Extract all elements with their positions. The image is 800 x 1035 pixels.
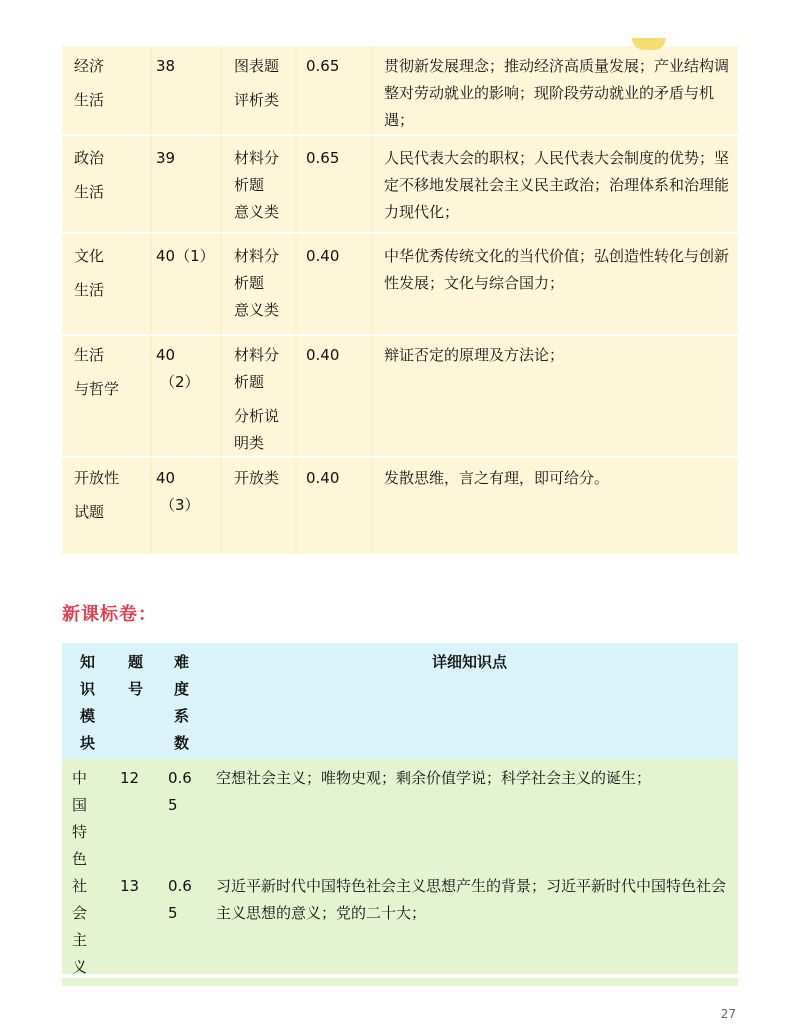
number-cell: 40 （2） — [156, 346, 200, 391]
header-difficulty: 难 度 系 数 — [174, 653, 190, 752]
number-cell: 12 — [120, 769, 140, 787]
table-header — [62, 643, 738, 759]
type-cell: 材料分 析题 意义类 — [234, 149, 280, 221]
module-cell: 经济 生活 — [74, 57, 105, 109]
module-cell: 文化 生活 — [74, 247, 105, 299]
table-footer-strip — [62, 978, 738, 986]
table-row — [62, 234, 738, 334]
page-number: 27 — [720, 1007, 736, 1021]
type-cell: 材料分 析题 意义类 — [234, 247, 280, 319]
number-cell: 39 — [156, 149, 176, 167]
type-cell: 材料分 析题 分析说 明类 — [234, 346, 280, 452]
knowledge-points-cell: 习近平新时代中国特色社会主义思想产生的背景；习近平新时代中国特色社会主义思想的意义；党的二十大； — [216, 877, 727, 922]
module-cell: 政治 生活 — [74, 149, 105, 201]
type-cell: 开放类 — [234, 469, 280, 487]
difficulty-cell: 0.40 — [306, 247, 340, 265]
section-heading: 新课标卷： — [62, 604, 157, 625]
module-cell: 生活 与哲学 — [74, 346, 120, 398]
table-body — [62, 759, 738, 974]
table-row — [62, 46, 738, 134]
knowledge-points-cell: 中华优秀传统文化的当代价值；弘创造性转化与创新性发展；文化与综合国力； — [384, 247, 730, 292]
header-number: 题 号 — [128, 653, 144, 698]
knowledge-points-cell: 人民代表大会的职权；人民代表大会制度的优势；坚定不移地发展社会主义民主政治；治理体系和治理能力现代化； — [384, 149, 730, 221]
table-row — [62, 458, 738, 554]
difficulty-cell: 0.65 — [306, 149, 340, 167]
knowledge-points-cell: 辩证否定的原理及方法论； — [384, 346, 565, 364]
table-row — [62, 336, 738, 456]
number-cell: 40 （3） — [156, 469, 200, 514]
module-cell: 开放性 试题 — [74, 469, 120, 521]
difficulty-cell: 0.6 5 — [168, 769, 192, 814]
difficulty-cell: 0.65 — [306, 57, 340, 75]
knowledge-points-cell: 空想社会主义；唯物史观；剩余价值学说；科学社会主义的诞生； — [216, 769, 652, 787]
number-cell: 13 — [120, 877, 140, 895]
number-cell: 40（1） — [156, 247, 215, 265]
difficulty-cell: 0.40 — [306, 469, 340, 487]
knowledge-points-cell: 发散思维，言之有理，即可给分。 — [384, 469, 610, 487]
difficulty-cell: 0.40 — [306, 346, 340, 364]
type-cell: 图表题 评析类 — [234, 57, 280, 109]
number-cell: 38 — [156, 57, 176, 75]
header-detail: 详细知识点 — [432, 653, 508, 671]
knowledge-table-1 — [62, 46, 738, 554]
table-row — [62, 136, 738, 232]
difficulty-cell: 0.6 5 — [168, 877, 192, 922]
header-module: 知 识 模 块 — [80, 653, 96, 752]
knowledge-points-cell: 贯彻新发展理念；推动经济高质量发展；产业结构调整对劳动就业的影响；现阶段劳动就业的矛盾与机遇； — [384, 57, 730, 129]
module-cell-vertical: 中 国 特 色 社 会 主 义 — [72, 769, 88, 976]
